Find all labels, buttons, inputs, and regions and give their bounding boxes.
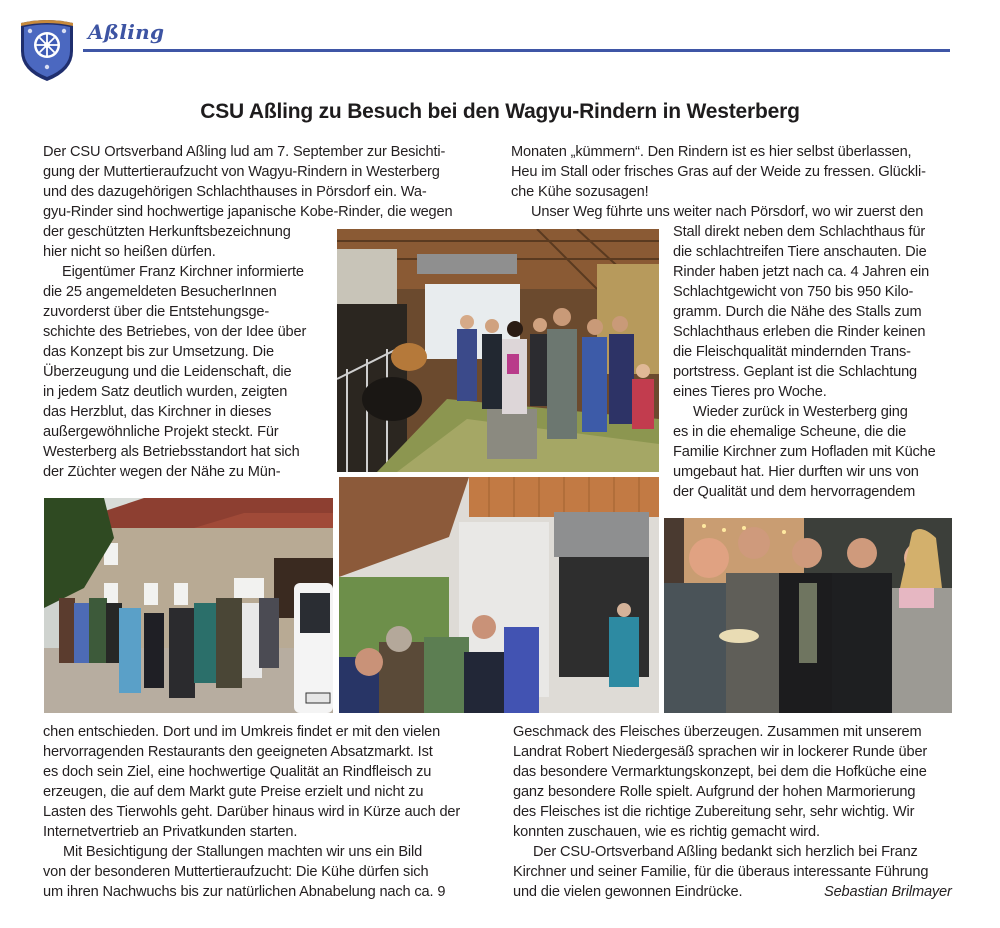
text-line: portstress. Geplant ist die Schlachtung — [673, 364, 917, 380]
text-line: Unser Weg führte uns weiter nach Pörsdorf, wo wir zuerst den — [531, 204, 924, 220]
text-line: Internetvertrieb an Privatkunden starten. — [43, 824, 298, 840]
text-line: des Fleisches ist die richtige Zubereitung sehr, sehr wichtig. Wir — [513, 804, 915, 820]
text-line: Stall direkt neben dem Schlachthaus für — [673, 224, 926, 240]
text-line: Wieder zurück in Westerberg ging — [693, 404, 908, 420]
text-line: Westerberg als Betriebsstandort hat sich — [43, 444, 300, 460]
text-line: Kirchner und seiner Familie, für die überaus interessante Führung — [513, 864, 929, 880]
text-line: der Qualität und dem hervorragendem — [673, 484, 916, 500]
text-line: Überzeugung und die Leidenschaft, die — [43, 364, 292, 380]
text-line: Lasten des Tierwohls geht. Darüber hinaus wird in Kürze auch der — [43, 804, 461, 820]
text-line: Monaten „kümmern“. Den Rindern ist es hier selbst überlassen, — [511, 144, 912, 160]
text-line: das besondere Vermarktungskonzept, bei dem die Hofküche eine — [513, 764, 927, 780]
text-line: die 25 angemeldeten BesucherInnen — [43, 284, 277, 300]
text-line: und des dazugehörigen Schlachthauses in Pörsdorf ein. Wa- — [43, 184, 427, 200]
text-line: die schlachtreifen Tiere anschauten. Die — [673, 244, 927, 260]
text-line: es doch sein Ziel, eine hochwertige Qualität an Rindfleisch zu — [43, 764, 432, 780]
photo-farm-shop-group — [664, 518, 952, 713]
photo-barn-visit — [337, 229, 659, 472]
section-title: Aßling — [88, 20, 165, 44]
text-line: Familie Kirchner zum Hofladen mit Küche — [673, 444, 936, 460]
text-line: Schlachtgewicht von 750 bis 950 Kilo- — [673, 284, 914, 300]
text-line: von der besonderen Muttertieraufzucht: Die Kühe dürfen sich — [43, 864, 429, 880]
text-line: ganz besondere Rolle spielt. Aufgrund der hohen Marmorierung — [513, 784, 916, 800]
text-line: erzeugen, die auf dem Markt gute Preise erzielt und nicht zu — [43, 784, 424, 800]
coat-of-arms-icon — [18, 17, 76, 83]
article-title: CSU Aßling zu Besuch bei den Wagyu-Rindern in Westerberg — [200, 100, 800, 123]
text-line: gramm. Durch die Nähe des Stalls zum — [673, 304, 922, 320]
text-line: hervorragenden Restaurants den geeigneten Absatzmarkt. Ist — [43, 744, 433, 760]
author-signature: Sebastian Brilmayer — [824, 884, 952, 900]
text-line: Mit Besichtigung der Stallungen machten wir uns ein Bild — [63, 844, 423, 860]
header-divider — [83, 49, 950, 52]
text-line: Schlachthaus erleben die Rinder keinen — [673, 324, 926, 340]
photo-slaughterhouse-entrance — [339, 477, 659, 713]
text-line: che Kühe sozusagen! — [511, 184, 649, 200]
text-line: zuvorderst über die Entstehungsge- — [43, 304, 270, 320]
text-line: Der CSU Ortsverband Aßling lud am 7. September zur Besichti- — [43, 144, 446, 160]
text-line: das Herzblut, das Kirchner in dieses — [43, 404, 272, 420]
text-line: chen entschieden. Dort und im Umkreis findet er mit den vielen — [43, 724, 441, 740]
text-line: konnten zuschauen, wie es richtig gemacht wird. — [513, 824, 820, 840]
text-line: Der CSU-Ortsverband Aßling bedankt sich herzlich bei Franz — [533, 844, 918, 860]
photo-farmyard-group — [44, 498, 333, 713]
text-line: schichte des Betriebes, von der Idee über — [43, 324, 307, 340]
text-line: Geschmack des Fleisches überzeugen. Zusammen mit unserem — [513, 724, 922, 740]
text-line: außergewöhnliche Projekt steckt. Für — [43, 424, 279, 440]
text-line: gyu-Rinder sind hochwertige japanische Kobe-Rinder, die wegen — [43, 204, 453, 220]
text-line: Heu im Stall oder frisches Gras auf der Weide zu fressen. Glückli- — [511, 164, 926, 180]
text-line: Eigentümer Franz Kirchner informierte — [62, 264, 304, 280]
text-line: umgebaut hat. Hier durften wir uns von — [673, 464, 919, 480]
text-line: das Konzept bis zur Umsetzung. Die — [43, 344, 274, 360]
text-line: Rinder haben jetzt nach ca. 4 Jahren ein — [673, 264, 930, 280]
text-line: gung der Muttertieraufzucht von Wagyu-Rindern in Westerberg — [43, 164, 440, 180]
text-line: es in die ehemalige Scheune, die die — [673, 424, 907, 440]
text-line: um ihren Nachwuchs bis zur natürlichen Abnabelung nach ca. 9 — [43, 884, 446, 900]
text-line: eines Tieres pro Woche. — [673, 384, 827, 400]
text-line: die Fleischqualität mindernden Trans- — [673, 344, 911, 360]
text-line: Landrat Robert Niedergesäß sprachen wir in lockerer Runde über — [513, 744, 928, 760]
text-line: in jedem Satz deutlich wurden, zeigten — [43, 384, 288, 400]
text-line: und die vielen gewonnen Eindrücke. — [513, 884, 743, 900]
text-line: der Züchter wegen der Nähe zu Mün- — [43, 464, 281, 480]
text-line: hier nicht so heißen dürfen. — [43, 244, 216, 260]
text-line: der geschützten Herkunftsbezeichnung — [43, 224, 291, 240]
